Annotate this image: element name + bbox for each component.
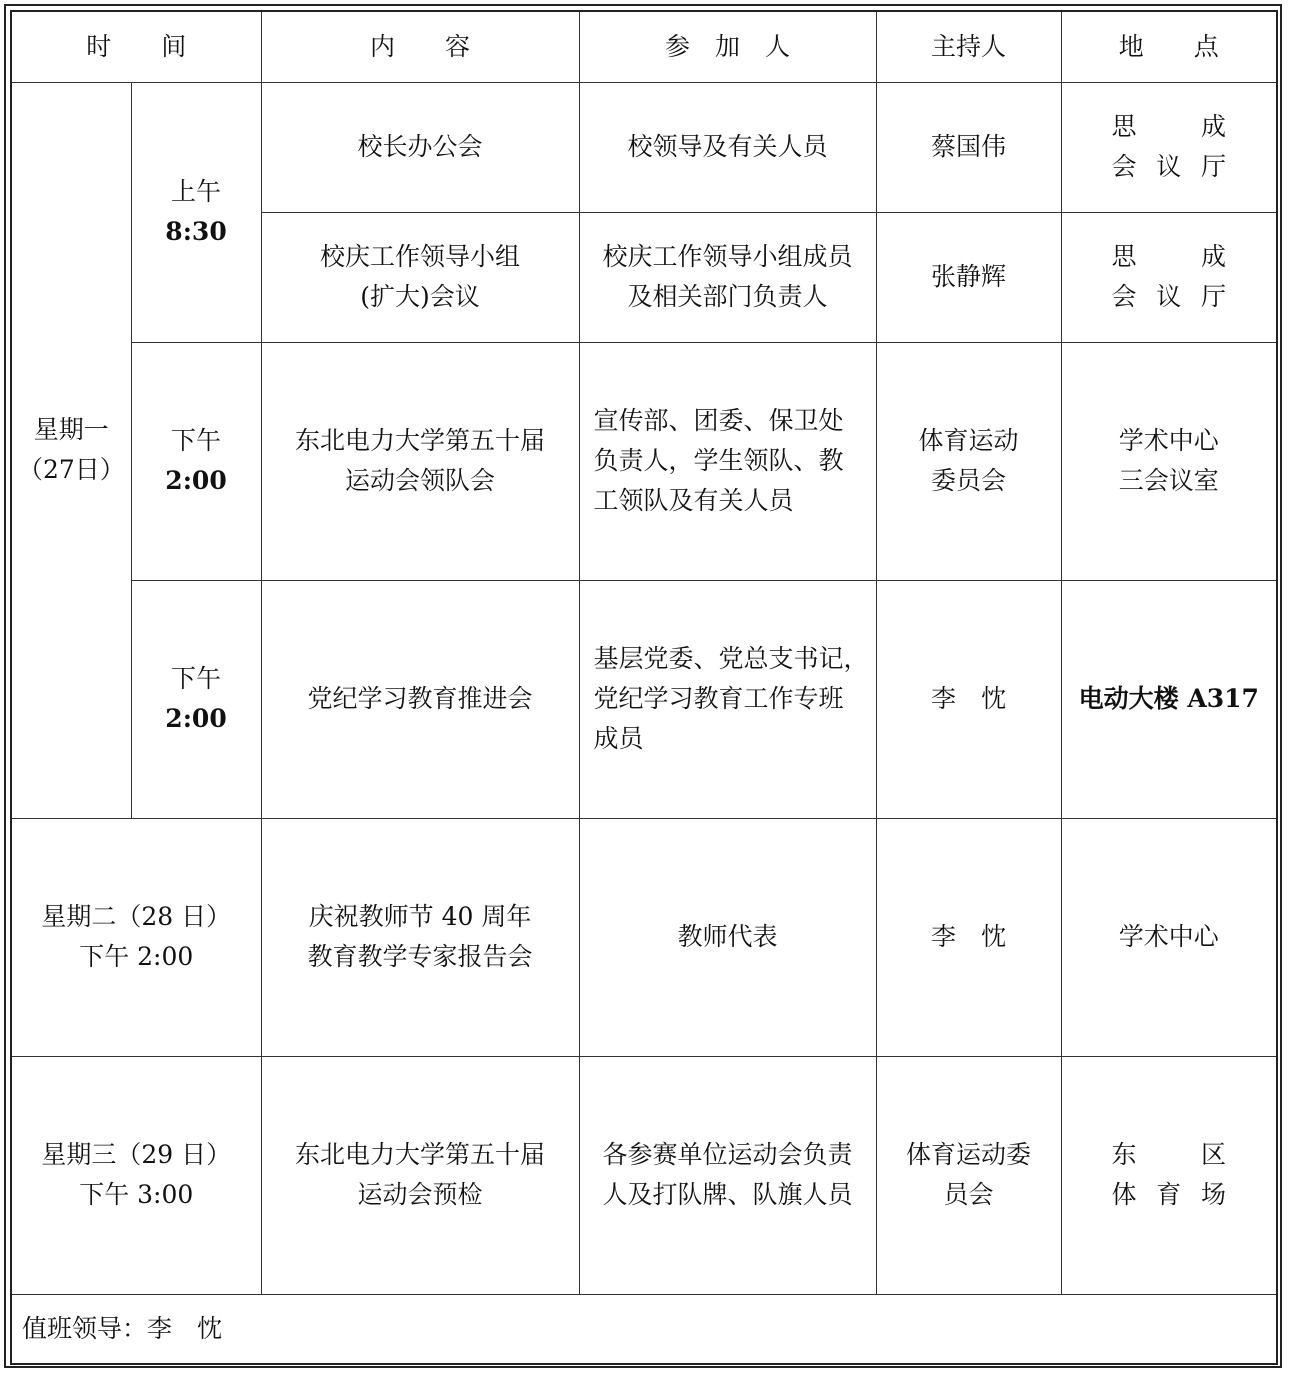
content-line: 庆祝教师节 40 周年 [308,902,532,931]
participants-cell: 教师代表 [579,818,876,1056]
participants-line: 宣传部、团委、保卫处 [593,406,844,435]
content-cell [261,818,579,1056]
table-row [11,1056,1277,1294]
content-line: 校庆工作领导小组 [320,242,521,271]
participants-line: 成员 [593,724,644,753]
header-content: 内 容 [261,11,579,82]
host-cell: 李 忱 [876,818,1061,1056]
venue-cell [1061,1056,1277,1294]
content-line: (扩大)会议 [360,282,480,311]
time-value: 2:00 [165,466,227,495]
participants-cell: 校领导及有关人员 [579,82,876,212]
time-cell [11,1056,261,1294]
time-label: 下午 [171,664,222,693]
content-cell: 党纪学习教育推进会 [261,580,579,818]
day-label: 星期一 [33,415,109,444]
host-cell: 蔡国伟 [876,82,1061,212]
content-cell [261,342,579,580]
participants-cell [579,342,876,580]
host-cell: 李 忱 [876,580,1061,818]
participants-line: 工领队及有关人员 [593,486,794,515]
venue-cell: 电动大楼 A317 [1061,580,1277,818]
content-line: 东北电力大学第五十届 [295,1140,546,1169]
time-cell [131,580,261,818]
time-line: 下午 3:00 [79,1180,194,1209]
host-line: 员会 [943,1180,994,1209]
participants-line: 人及打队牌、队旗人员 [602,1180,853,1209]
header-row [11,11,1277,82]
venue-line: 会议厅 [1111,282,1227,311]
time-value: 2:00 [165,704,227,733]
venue-line: 思成 [1111,242,1227,271]
time-line: 星期三（29 日） [41,1140,232,1169]
host-line: 体育运动 [918,426,1019,455]
time-line: 星期二（28 日） [41,902,232,931]
weekly-schedule-table [10,10,1278,1365]
time-value: 8:30 [165,217,227,246]
venue-line: 体育场 [1111,1180,1227,1209]
content-line: 运动会领队会 [345,466,496,495]
venue-cell [1061,82,1277,212]
participants-line: 党纪学习教育工作专班 [593,684,844,713]
duty-leader: 值班领导：李 忱 [11,1294,1277,1364]
header-time: 时 间 [11,11,261,82]
content-cell: 校长办公会 [261,82,579,212]
host-line: 体育运动委 [906,1140,1032,1169]
host-cell [876,342,1061,580]
footer-row [11,1294,1277,1364]
host-cell: 张静辉 [876,212,1061,342]
participants-line: 各参赛单位运动会负责 [602,1140,853,1169]
content-line: 运动会预检 [357,1180,483,1209]
participants-line: 基层党委、党总支书记， [593,644,869,673]
participants-line: 负责人，学生领队、教 [593,446,844,475]
venue-cell: 学术中心 [1061,818,1277,1056]
time-label: 下午 [171,426,222,455]
venue-line: 会议厅 [1111,152,1227,181]
participants-line: 及相关部门负责人 [627,282,828,311]
monday-am-time-cell [131,82,261,342]
table-row [11,580,1277,818]
time-cell [131,342,261,580]
participants-cell [579,1056,876,1294]
venue-cell [1061,212,1277,342]
time-label: 上午 [171,177,222,206]
content-cell [261,212,579,342]
time-line: 下午 2:00 [79,942,194,971]
participants-cell [579,212,876,342]
participants-line: 校庆工作领导小组成员 [602,242,853,271]
header-participants: 参 加 人 [579,11,876,82]
table-row [11,818,1277,1056]
venue-line: 三会议室 [1118,466,1219,495]
participants-cell [579,580,876,818]
table-row [11,342,1277,580]
venue-cell [1061,342,1277,580]
header-venue: 地 点 [1061,11,1277,82]
header-host: 主持人 [876,11,1061,82]
content-line: 东北电力大学第五十届 [295,426,546,455]
table-row [11,82,1277,212]
content-cell [261,1056,579,1294]
time-cell [11,818,261,1056]
host-line: 委员会 [931,466,1007,495]
content-line: 教育教学专家报告会 [307,942,533,971]
day-date: （27日） [18,455,125,484]
venue-line: 东区 [1111,1140,1227,1169]
venue-line: 学术中心 [1118,426,1219,455]
host-cell [876,1056,1061,1294]
venue-line: 思成 [1111,112,1227,141]
monday-day-cell [11,82,131,818]
